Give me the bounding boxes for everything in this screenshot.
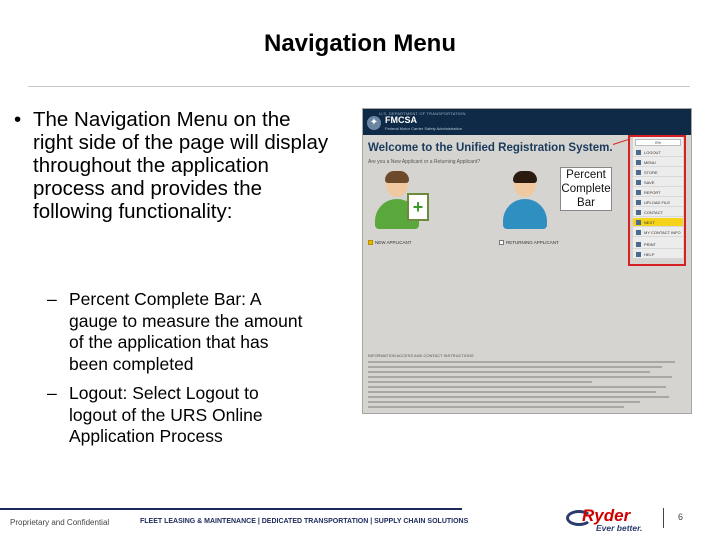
fine-print-line: [368, 381, 592, 383]
nav-item-save[interactable]: SAVE: [633, 178, 683, 187]
nav-item-help[interactable]: HELP: [633, 250, 683, 259]
fine-print-line: [368, 401, 640, 403]
main-bullet-text: The Navigation Menu on the right side of the page will display throughout the application process and provides the following functionality:: [33, 108, 329, 223]
sub-bullet-marker: –: [47, 289, 57, 309]
sub-bullet-text: Logout: Select Logout to logout of the URS Online Application Process: [69, 383, 263, 446]
radio-icon: [499, 240, 504, 245]
fine-print-line: [368, 391, 656, 393]
nav-item-logout[interactable]: LOGOUT: [633, 148, 683, 157]
page-number-divider: [663, 508, 664, 528]
page-number: 6: [678, 512, 684, 522]
fine-print-line: [368, 361, 675, 363]
fmcsa-logo-icon: ✦: [367, 116, 381, 130]
new-applicant-label: NEW APPLICANT: [375, 240, 412, 245]
percent-complete-callout: Percent Complete Bar: [561, 169, 611, 209]
screenshot-header-bar: [363, 109, 692, 135]
avatar-body: [503, 199, 547, 229]
fine-print-line: [368, 376, 672, 378]
fine-print-line: [368, 406, 624, 408]
returning-applicant-label: RETURNING APPLICANT: [506, 240, 559, 245]
fine-print-heading: INFORMATION ACCESS AND CONTACT INSTRUCTIONS: [368, 353, 474, 358]
sub-bullet-marker: –: [47, 383, 57, 403]
fine-print-line: [368, 371, 650, 373]
ryder-brand-name: Ryder: [582, 506, 631, 525]
clipboard-plus-icon: +: [407, 193, 429, 221]
nav-item-upload-file[interactable]: UPLOAD FILE: [633, 198, 683, 207]
nav-item-contact[interactable]: CONTACT: [633, 208, 683, 217]
title-divider: [28, 86, 690, 87]
new-applicant-option[interactable]: [368, 240, 412, 245]
sub-bullet-text: Percent Complete Bar: A gauge to measure the amount of the application that has been completed: [69, 289, 303, 374]
navigation-highlight-box: [628, 135, 686, 266]
nav-item-menu[interactable]: MENU: [633, 158, 683, 167]
fmcsa-logo-text: FMCSA: [385, 115, 417, 125]
fine-print-line: [368, 386, 666, 388]
urs-screenshot: [362, 108, 692, 414]
returning-applicant-option[interactable]: [499, 240, 559, 245]
bullet-marker: •: [14, 108, 22, 131]
footer-services: FLEET LEASING & MAINTENANCE | DEDICATED TRANSPORTATION | SUPPLY CHAIN SOLUTIONS: [140, 518, 469, 525]
dot-banner-text: U.S. DEPARTMENT OF TRANSPORTATION: [379, 111, 466, 116]
welcome-heading: Welcome to the Unified Registration System.: [368, 142, 613, 154]
footer-confidential: Proprietary and Confidential: [10, 518, 110, 527]
nav-item-store[interactable]: STORE: [633, 168, 683, 177]
ryder-logo: [562, 504, 652, 534]
returning-applicant-avatar-icon[interactable]: [499, 171, 551, 231]
nav-item-report[interactable]: REPORT: [633, 188, 683, 197]
footer-divider: [0, 508, 462, 510]
radio-icon: [368, 240, 373, 245]
ryder-tagline: Ever better.: [596, 523, 643, 533]
applicant-question: Are you a New Applicant or a Returning Applicant?: [368, 159, 481, 165]
nav-item-print[interactable]: PRINT: [633, 240, 683, 249]
fmcsa-logo-subtitle: Federal Motor Carrier Safety Administration: [385, 126, 462, 131]
nav-item-my-contact-info[interactable]: MY CONTACT INFO: [633, 228, 683, 237]
avatar-hair: [513, 171, 537, 183]
nav-item-next[interactable]: NEXT: [633, 218, 683, 227]
percent-complete-bar: 0%: [635, 139, 681, 146]
slide-title: Navigation Menu: [263, 30, 456, 57]
avatar-hair: [385, 171, 409, 183]
fine-print-section: [368, 353, 688, 411]
new-applicant-avatar-icon[interactable]: [371, 171, 423, 231]
fine-print-line: [368, 366, 662, 368]
fine-print-line: [368, 396, 669, 398]
